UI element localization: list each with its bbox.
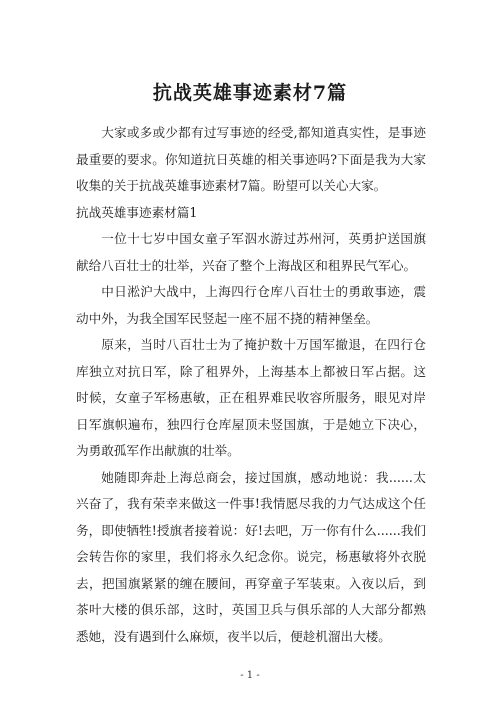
- intro-paragraph: 大家或多或少都有过写事迹的经受,都知道真实性，是事迹最重要的要求。你知道抗日英雄的相关事迹吗?下面是我为大家收集的关于抗战英雄事迹素材7篇。盼望可以关心大家。: [76, 125, 426, 193]
- document-title: 抗战英雄事迹素材7篇: [152, 82, 348, 104]
- body-paragraph: 她随即奔赴上海总商会，接过国旗，感动地说：我......太兴奋了，我有荣幸来做这一件事!我情愿尽我的力气达成这个任务，即使牺牲!授旗者接着说：好!去吧，万一你有什么......我们会转告你的家里，我们将永久纪念你。说完，杨惠敏将外衣脱去，把国旗紧紧的缠在腰间，再穿童子军装束。入夜以后，到茶叶大楼的俱乐部，这时，英国卫兵与俱乐部的人大部分都熟悉她，没有遇到什么麻烦，夜半以后，便趁机溜出大楼。: [76, 469, 426, 644]
- body-paragraph: 原来，当时八百壮士为了掩护数十万国军撤退，在四行仓库独立对抗日军，除了租界外，上海基本上都被日军占据。这时候，女童子军杨惠敏，正在租界难民收容所服务，眼见对岸日军旗帜遍布，独四行仓库屋顶未竖国旗，于是她立下决心，为勇敢孤军作出献旗的壮举。: [76, 337, 426, 458]
- body-paragraph: 中日淞沪大战中，上海四行仓库八百壮士的勇敢事迹，震动中外，为我全国军民竖起一座不屈不挠的精神堡垒。: [76, 284, 426, 326]
- page-number: - 1 -: [240, 670, 260, 681]
- section-heading: 抗战英雄事迹素材篇1: [76, 204, 198, 220]
- body-paragraph: 一位十七岁中国女童子军泅水游过苏州河，英勇护送国旗献给八百壮士的壮举，兴奋了整个上海战区和租界民气军心。: [76, 231, 426, 273]
- document-body: [76, 120, 426, 650]
